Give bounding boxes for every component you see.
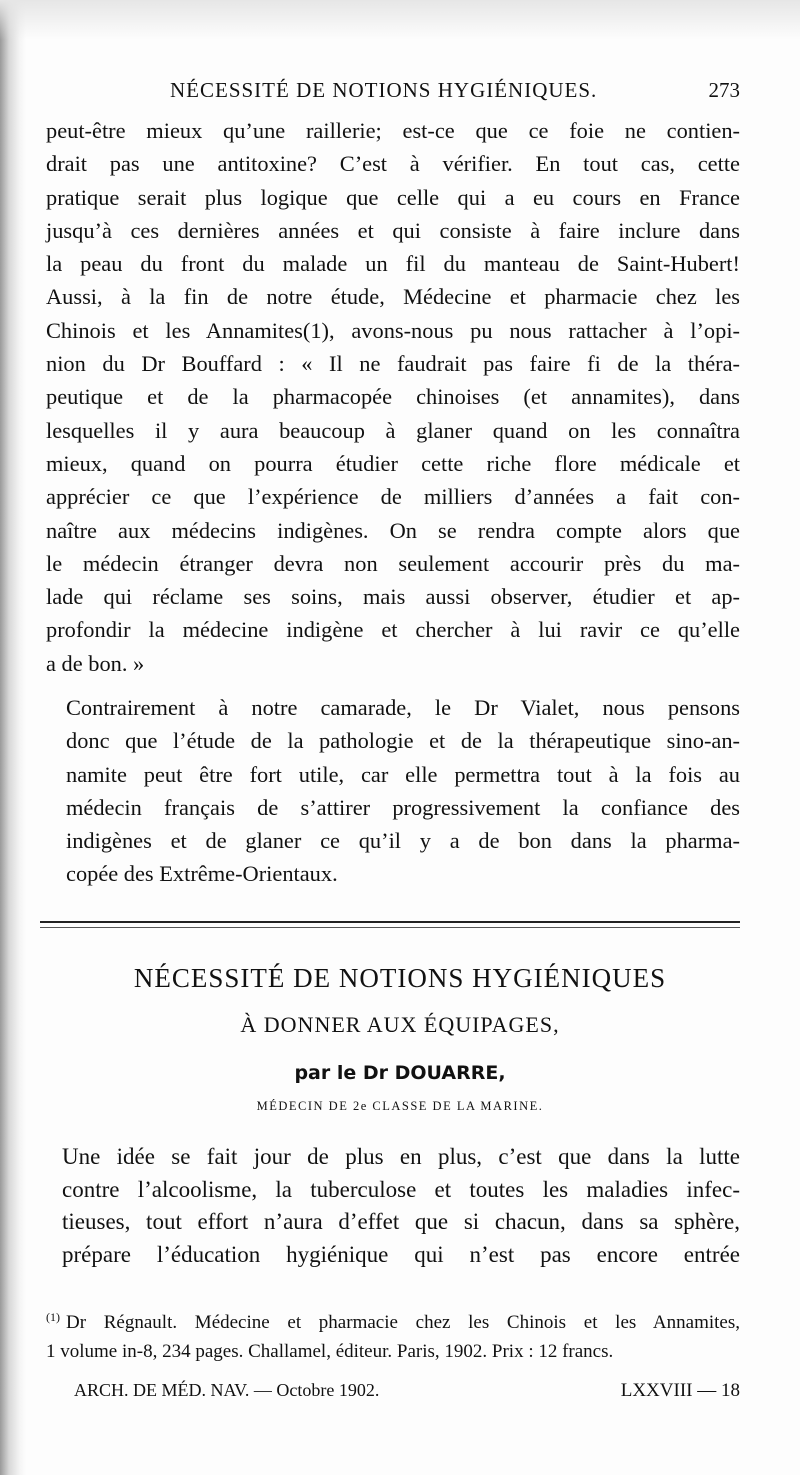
printer-signature — [74, 1380, 740, 1410]
text-line: contre l’alcoolisme, la tuberculose et toutes les maladies infec- — [62, 1176, 740, 1202]
paragraph-continued — [46, 114, 740, 680]
signature-mark: LXXVIII — 18 — [620, 1380, 740, 1401]
text-line: lade qui réclame ses soins, mais aussi observer, étudier et ap- — [46, 584, 740, 610]
footnote-marker: (1) — [46, 1309, 60, 1324]
scan-shadow-top — [0, 0, 800, 40]
footnote — [46, 1308, 740, 1366]
journal-reference: ARCH. DE MÉD. NAV. — Octobre 1902. — [74, 1380, 380, 1400]
text-line: prépare l’éducation hygiénique qui n’est pas encore entrée — [62, 1241, 740, 1267]
text-line: jusqu’à ces dernières années et qui consiste à faire inclure dans — [46, 217, 740, 243]
text-line: pratique serait plus logique que celle qui a eu cours en France — [46, 184, 740, 210]
text-line: nion du Dr Bouffard : « Il ne faudrait pas faire fi de la théra- — [46, 351, 740, 377]
section-divider — [40, 921, 740, 923]
article-title: NÉCESSITÉ DE NOTIONS HYGIÉNIQUES — [133, 963, 667, 993]
text-line: mieux, quand on pourra étudier cette riche flore médicale et — [46, 450, 740, 476]
footnote-line — [46, 1308, 740, 1337]
paragraph-conclusion — [46, 691, 740, 891]
running-title: NÉCESSITÉ DE NOTIONS HYGIÉNIQUES. — [170, 78, 598, 102]
text-line: le médecin étranger devra non seulement accourir près du ma- — [46, 550, 740, 576]
text-line: peutique et de la pharmacopée chinoises (et annamites), dans — [46, 384, 740, 410]
text-line: apprécier ce que l’expérience de milliers d’années a fait con- — [46, 484, 740, 510]
text-line: a de bon. » — [46, 650, 145, 676]
text-line: Une idée se fait jour de plus en plus, c’est que dans la lutte — [62, 1144, 740, 1169]
running-header — [170, 78, 740, 108]
article-subtitle: À DONNER AUX ÉQUIPAGES, — [240, 1012, 560, 1037]
text-line: Aussi, à la fin de notre étude, Médecine et pharmacie chez les — [46, 284, 740, 310]
scan-shadow-left — [0, 0, 26, 1475]
text-line: copée des Extrême-Orientaux. — [66, 861, 338, 887]
text-line: peut-être mieux qu’une raillerie; est-ce que ce foie ne contien- — [46, 118, 740, 143]
text-line: tieuses, tout effort n’aura d’effet que si chacun, dans sa sphère, — [62, 1209, 740, 1234]
text-line: Contrairement à notre camarade, le Dr Vialet, nous pensons — [66, 695, 740, 720]
text-line: médecin français de s’attirer progressivement la confiance des — [66, 794, 740, 820]
text-line: namite peut être fort utile, car elle permettra tout à la fois au — [66, 761, 740, 787]
text-line: naître aux médecins indigènes. On se rendra compte alors que — [46, 517, 740, 543]
author-title: MÉDECIN DE 2e CLASSE DE LA MARINE. — [256, 1099, 544, 1113]
author-byline: par le Dr DOUARRE, — [294, 1062, 506, 1084]
text-line: Chinois et les Annamites(1), avons-nous pu nous rattacher à l’opi- — [46, 317, 740, 343]
section-divider-thin — [40, 927, 740, 928]
page-number: 273 — [708, 78, 740, 102]
text-line: lesquelles il y aura beaucoup à glaner quand on les connaîtra — [46, 417, 740, 443]
text-line: drait pas une antitoxine? C’est à vérifier. En tout cas, cette — [46, 151, 740, 177]
text-line: indigènes et de glaner ce qu’il y a de bon dans la pharma- — [66, 828, 740, 854]
text-line: profondir la médecine indigène et chercher à lui ravir ce qu’elle — [46, 617, 740, 643]
footnote-text: Dr Régnault. Médecine et pharmacie chez les Chinois et les Annamites, — [66, 1312, 740, 1333]
text-line: la peau du front du malade un fil du manteau de Saint-Hubert! — [46, 251, 740, 277]
paragraph-article-intro — [46, 1141, 740, 1271]
footnote-line: 1 volume in-8, 234 pages. Challamel, éditeur. Paris, 1902. Prix : 12 francs. — [46, 1341, 614, 1362]
text-line: donc que l’étude de la pathologie et de la thérapeutique sino-an- — [66, 728, 740, 754]
